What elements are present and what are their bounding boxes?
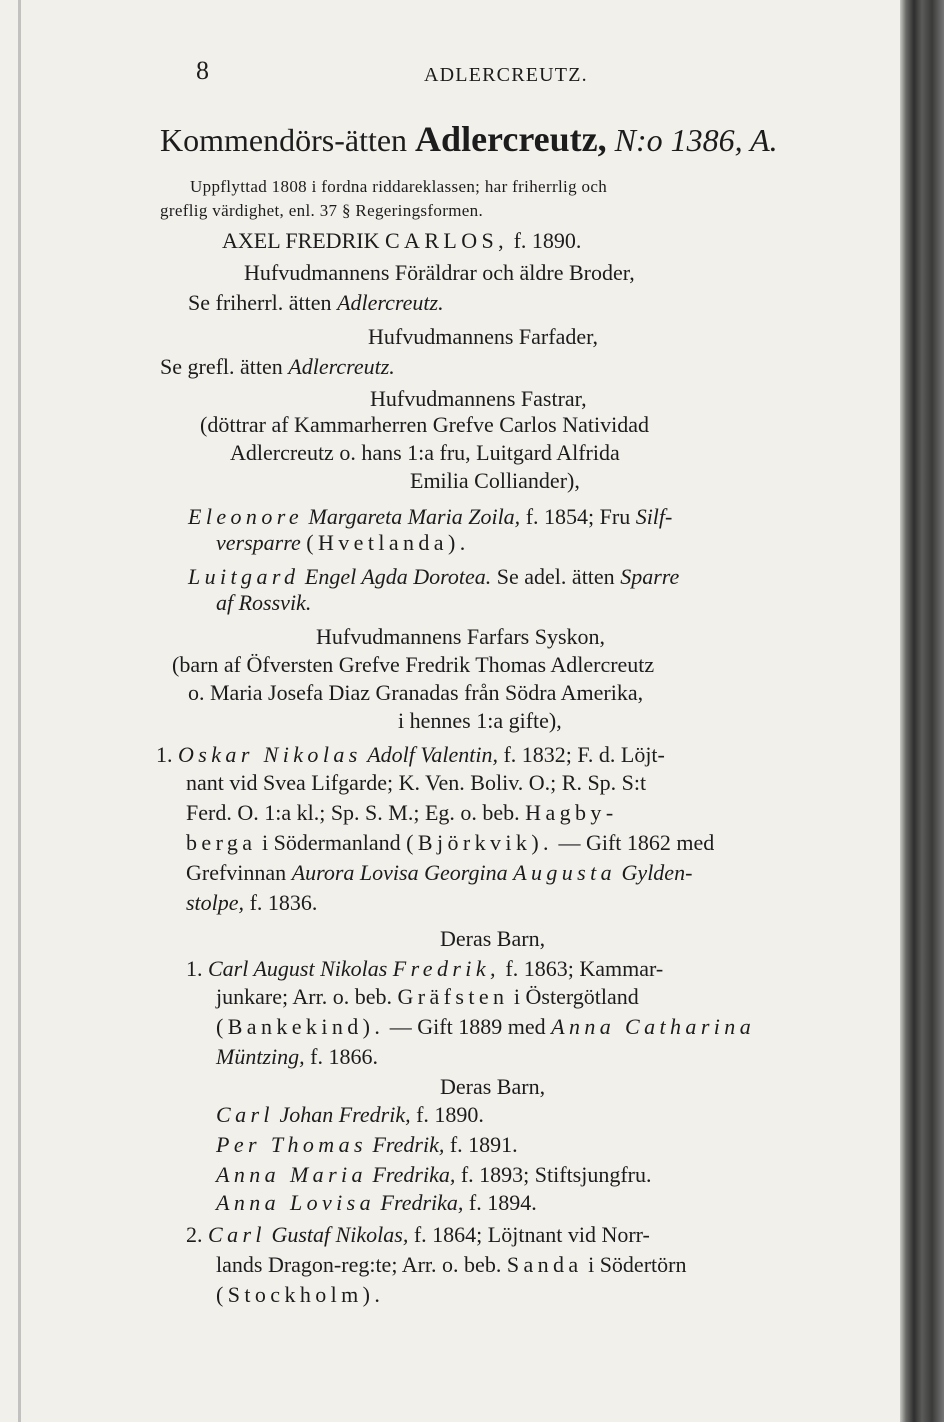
grandchild-entry: Per Thomas Fredrik, f. 1891. xyxy=(216,1132,518,1157)
siblings-heading: Hufvudmannens Farfars Syskon, xyxy=(316,624,606,649)
entry-carl-august-line-2: junkare; Arr. o. beb. Gräfsten i Östergötland xyxy=(216,984,639,1009)
family-title xyxy=(160,120,778,159)
grandchild-entry: Anna Maria Fredrika, f. 1893; Stiftsjungfru. xyxy=(216,1162,652,1187)
title-number: N:o 1386, A. xyxy=(614,122,778,158)
entry-oskar-line-5: Grefvinnan Aurora Lovisa Georgina Augusta Gylden- xyxy=(186,860,693,885)
entry-carl-gustaf-line-2: lands Dragon-reg:te; Arr. o. beb. Sanda i Södertörn xyxy=(216,1252,687,1277)
children-heading: Deras Barn, xyxy=(440,926,546,951)
parents-reference: Se friherrl. ätten Adlercreutz. xyxy=(188,290,444,315)
entry-eleonore-cont: versparre (Hvetlanda). xyxy=(216,530,470,555)
page-number: 8 xyxy=(196,56,209,85)
entry-oskar-line-2: nant vid Svea Lifgarde; K. Ven. Boliv. O.; R. Sp. S:t xyxy=(186,770,647,795)
entry-carl-august-line-4: Müntzing, f. 1866. xyxy=(216,1044,378,1069)
entry-oskar-line-4: berga i Södermanland (Björkvik). — Gift 1862 med xyxy=(186,830,715,855)
aunts-desc-3: Emilia Colliander), xyxy=(410,468,580,493)
entry-carl-gustaf: 2. Carl Gustaf Nikolas, f. 1864; Löjtnant vid Norr- xyxy=(186,1222,650,1247)
title-prefix: Kommendörs-ätten xyxy=(160,122,408,158)
book-spine-edge xyxy=(900,0,944,1422)
entry-carl-august: 1. Carl August Nikolas Fredrik, f. 1863; Kammar- xyxy=(186,956,664,981)
siblings-desc-1: (barn af Öfversten Grefve Fredrik Thomas Adlercreutz xyxy=(172,652,655,677)
aunts-desc-2: Adlercreutz o. hans 1:a fru, Luitgard Alfrida xyxy=(230,440,620,465)
aunts-desc-1: (döttrar af Kammarherren Grefve Carlos Natividad xyxy=(200,412,649,437)
grandfather-heading: Hufvudmannens Farfader, xyxy=(368,324,599,349)
subtitle-line-2: greflig värdighet, enl. 37 § Regeringsformen. xyxy=(160,201,484,220)
parents-heading: Hufvudmannens Föräldrar och äldre Broder, xyxy=(244,260,635,285)
entry-carl-gustaf-line-3: (Stockholm). xyxy=(216,1282,385,1307)
grandfather-reference: Se grefl. ätten Adlercreutz. xyxy=(160,354,395,379)
title-name: Adlercreutz, xyxy=(415,119,607,159)
entry-luitgard-cont: af Rossvik. xyxy=(216,590,312,615)
subtitle-line-1: Uppflyttad 1808 i fordna riddareklassen; har friherrlig och xyxy=(190,177,608,196)
running-head: ADLERCREUTZ. xyxy=(424,64,588,86)
grandchild-entry: Anna Lovisa Fredrika, f. 1894. xyxy=(216,1190,537,1215)
entry-oskar-line-6: stolpe, f. 1836. xyxy=(186,890,318,915)
entry-eleonore: Eleonore Margareta Maria Zoila, f. 1854; Fru Silf- xyxy=(188,504,673,529)
siblings-desc-2: o. Maria Josefa Diaz Granadas från Södra Amerika, xyxy=(188,680,644,705)
entry-oskar: 1. Oskar Nikolas Adolf Valentin, f. 1832; F. d. Löjt- xyxy=(156,742,665,767)
grandchild-entry: Carl Johan Fredrik, f. 1890. xyxy=(216,1102,484,1127)
aunts-heading: Hufvudmannens Fastrar, xyxy=(370,386,587,411)
entry-carl-august-line-3: (Bankekind). — Gift 1889 med Anna Catharina xyxy=(216,1014,756,1039)
head-person: AXEL FREDRIK CARLOS, f. 1890. xyxy=(222,228,582,253)
entry-oskar-line-3: Ferd. O. 1:a kl.; Sp. S. M.; Eg. o. beb. Hagby- xyxy=(186,800,618,825)
entry-luitgard: Luitgard Engel Agda Dorotea. Se adel. ätten Sparre xyxy=(188,564,680,589)
grandchildren-heading: Deras Barn, xyxy=(440,1074,546,1099)
siblings-desc-3: i hennes 1:a gifte), xyxy=(398,708,562,733)
